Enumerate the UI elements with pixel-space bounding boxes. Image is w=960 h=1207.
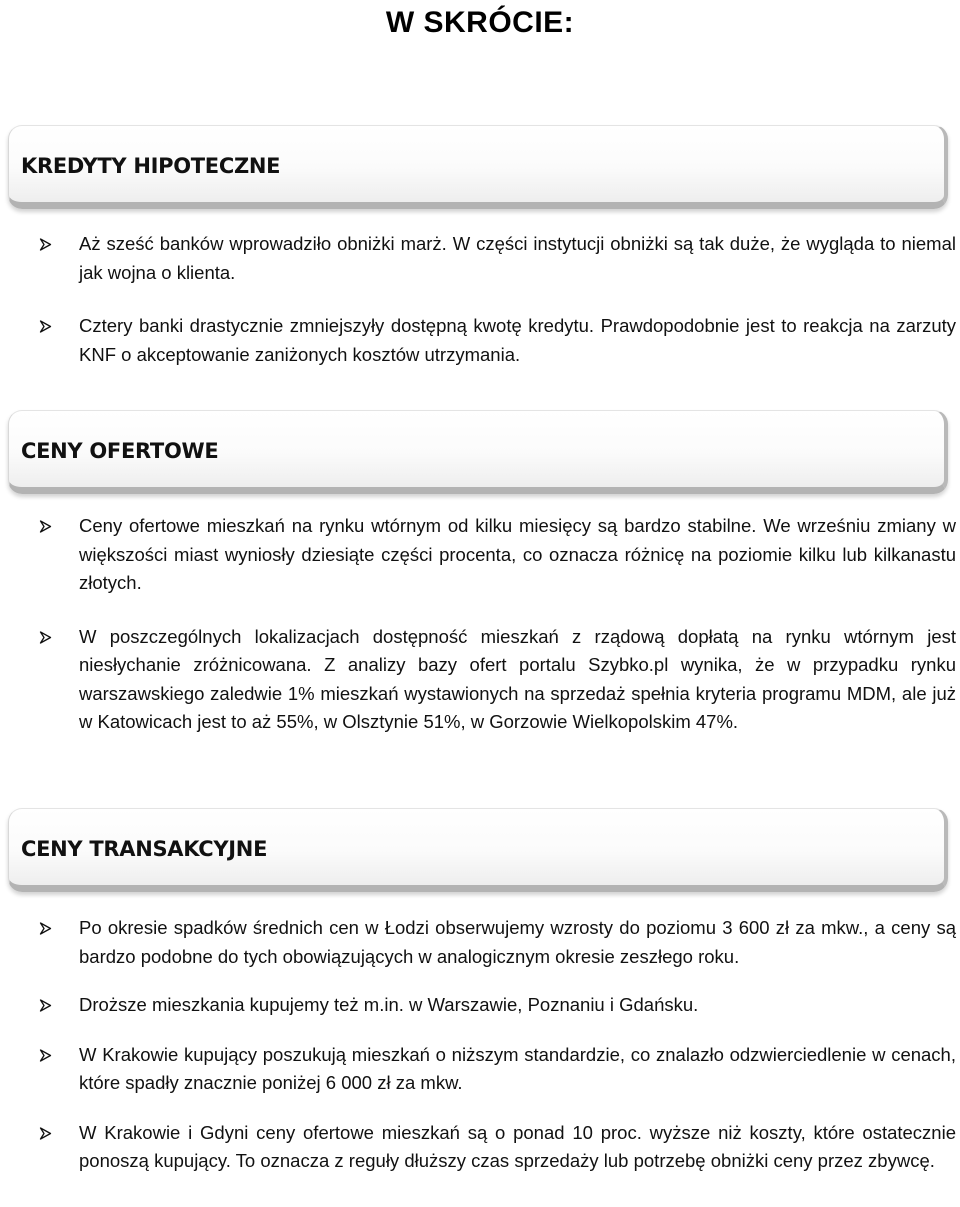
list-item xyxy=(0,914,960,971)
bullet-list-ceny-ofertowe xyxy=(0,512,960,737)
section-heading: CENY OFERTOWE xyxy=(21,439,219,463)
list-item xyxy=(0,512,960,598)
arrow-bullet-icon xyxy=(39,999,52,1012)
list-item-text: Ceny ofertowe mieszkań na rynku wtórnym od kilku miesięcy są bardzo stabilne. We wrześniu zmiany w większości miast wyniosły dziesiąte części procenta, co oznacza różnicę na poziomie kilku lub kilkanastu złotych. xyxy=(79,515,956,593)
section-banner-kredyty-hipoteczne xyxy=(8,125,948,209)
section-banner-ceny-transakcyjne xyxy=(8,808,948,892)
arrow-bullet-icon xyxy=(39,320,52,333)
list-item xyxy=(0,991,960,1020)
list-item xyxy=(0,312,960,369)
list-item xyxy=(0,230,960,287)
list-item-text: W Krakowie i Gdyni ceny ofertowe mieszkań są o ponad 10 proc. wyższe niż koszty, które ostatecznie ponoszą kupujący. To oznacza z reguły dłuższy czas sprzedaży lub potrzebę obniżki ceny przez zbywcę. xyxy=(79,1121,956,1171)
list-item-text: Aż sześć banków wprowadziło obniżki marż. W części instytucji obniżki są tak duże, że wygląda to niemal jak wojna o klienta. xyxy=(79,233,956,283)
arrow-bullet-icon xyxy=(39,631,52,644)
bullet-list-kredyty-hipoteczne xyxy=(0,230,960,369)
bullet-list-ceny-transakcyjne xyxy=(0,914,960,1176)
section-heading: KREDYTY HIPOTECZNE xyxy=(21,154,281,178)
list-item xyxy=(0,623,960,737)
section-banner-ceny-ofertowe xyxy=(8,410,948,494)
arrow-bullet-icon xyxy=(39,922,52,935)
list-item-text: Cztery banki drastycznie zmniejszyły dostępną kwotę kredytu. Prawdopodobnie jest to reakcja na zarzuty KNF o akceptowanie zaniżonych kosztów utrzymania. xyxy=(79,315,956,365)
list-item-text: W Krakowie kupujący poszukują mieszkań o niższym standardzie, co znalazło odzwierciedlenie w cenach, które spadły znacznie poniżej 6 000 zł za mkw. xyxy=(79,1043,956,1093)
page-title: W SKRÓCIE: xyxy=(385,6,575,39)
list-item xyxy=(0,1119,960,1176)
arrow-bullet-icon xyxy=(39,1049,52,1062)
section-heading: CENY TRANSAKCYJNE xyxy=(21,837,268,861)
arrow-bullet-icon xyxy=(39,238,52,251)
list-item-text: W poszczególnych lokalizacjach dostępność mieszkań z rządową dopłatą na rynku wtórnym jest niesłychanie zróżnicowana. Z analizy bazy ofert portalu Szybko.pl wynika, że w przypadku rynku warszawskiego zaledwie 1% mieszkań wystawionych na sprzedaż spełnia kryteria programu MDM, ale już w Katowicach jest to aż 55%, w Olsztynie 51%, w Gorzowie Wielkopolskim 47%. xyxy=(79,625,956,732)
list-item-text: Droższe mieszkania kupujemy też m.in. w Warszawie, Poznaniu i Gdańsku. xyxy=(79,994,699,1015)
arrow-bullet-icon xyxy=(39,520,52,533)
arrow-bullet-icon xyxy=(39,1127,52,1140)
list-item-text: Po okresie spadków średnich cen w Łodzi obserwujemy wzrosty do poziomu 3 600 zł za mkw., a ceny są bardzo podobne do tych obowiązujących w analogicznym okresie zeszłego roku. xyxy=(79,917,956,967)
list-item xyxy=(0,1041,960,1098)
